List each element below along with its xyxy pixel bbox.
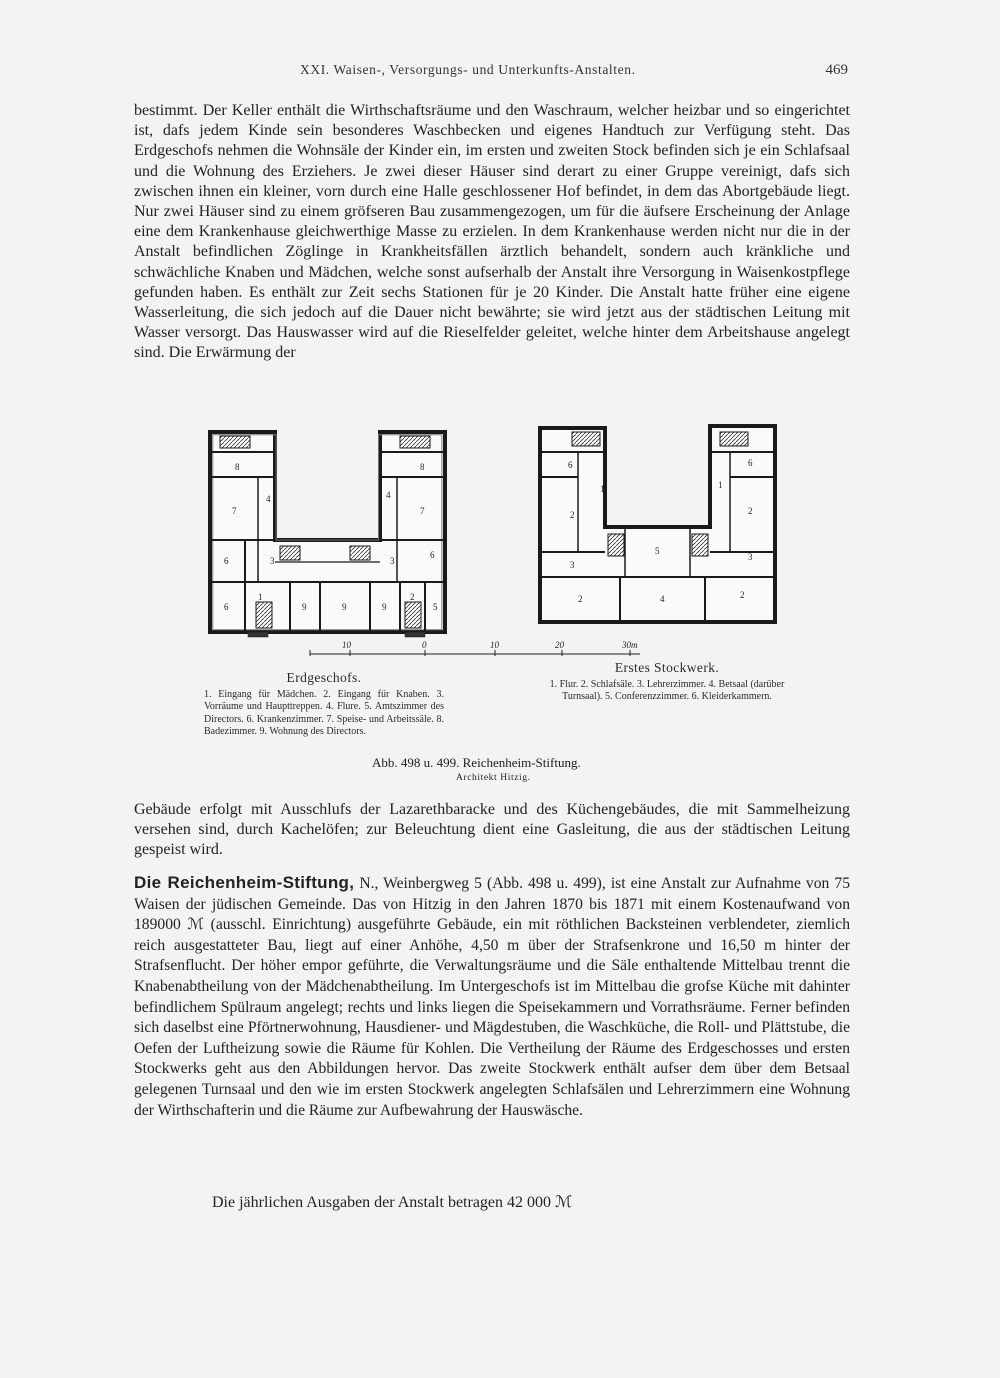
room-number: 6 — [430, 550, 435, 560]
room-number: 3 — [270, 556, 275, 566]
scale-label: 0 — [422, 640, 427, 650]
figure-architect: Architekt Hitzig. — [456, 773, 531, 783]
room-number: 2 — [570, 510, 575, 520]
room-number: 4 — [266, 494, 271, 504]
ground-floor-plan — [210, 432, 445, 637]
room-number: 5 — [655, 546, 660, 556]
scale-label: 10 — [342, 640, 351, 650]
room-number: 6 — [748, 458, 753, 468]
room-number: 1 — [258, 592, 263, 602]
room-number: 6 — [568, 460, 573, 470]
room-number: 6 — [224, 602, 229, 612]
room-number: 9 — [342, 602, 347, 612]
page-number: 469 — [825, 62, 848, 78]
room-number: 2 — [578, 594, 583, 604]
room-number: 9 — [382, 602, 387, 612]
paragraph-4: Die jährlichen Ausgaben der Anstalt betragen 42 000 ℳ — [212, 1194, 573, 1211]
scale-label: 30m — [622, 640, 638, 650]
room-number: 6 — [224, 556, 229, 566]
room-number: 2 — [740, 590, 745, 600]
room-number: 7 — [420, 506, 425, 516]
ground-floor-caption — [204, 672, 444, 739]
scale-label: 20 — [555, 640, 564, 650]
figure-caption-text: Abb. 498 u. 499. Reichenheim-Stiftung. — [372, 755, 581, 770]
first-floor-caption — [544, 662, 790, 704]
floor-plan-figure — [200, 422, 800, 662]
room-number: 1 — [718, 480, 723, 490]
running-title: XXI. Waisen-, Versorgungs- und Unterkunfts-Anstalten. — [300, 62, 636, 77]
room-number: 2 — [748, 506, 753, 516]
first-floor-legend: 1. Flur. 2. Schlafsäle. 3. Lehrerzimmer. 4. Betsaal (darüber Turnsaal). 5. Conferenzzimmer. 6. Kleiderkammern. — [549, 678, 785, 702]
section-heading: Die Reichenheim-Stiftung, — [134, 873, 355, 892]
ground-floor-legend: 1. Eingang für Mädchen. 2. Eingang für Knaben. 3. Vorräume und Haupttreppen. 4. Flure. 5. Amtszimmer des Directors. 6. Krankenzimmer. 7. Speise- und Arbeitssäle. 8. Badezimmer. 9. Wohnung des Directors. — [204, 688, 444, 737]
ground-floor-title: Erdgeschofs. — [286, 670, 362, 685]
room-number: 7 — [232, 506, 237, 516]
paragraph-1: bestimmt. Der Keller enthält die Wirthschaftsräume und den Waschraum, welcher heizbar und so eingerichtet ist, dafs jedem Kinde sein besonderes Waschbecken und eigenes Handtuch zur Verfügung steht. Das Erdgeschofs nehmen die Wohnsäle der Kinder ein, im ersten und zweiten Stock befinden sich je ein Schlafsaal und die Wohnung des Erziehers. Je zwei dieser Häuser sind derart zu einer Gruppe vereinigt, dafs sich zwischen ihnen ein kleiner, vorn durch eine Halle geschlossener Hof befindet, in dem das Abortgebäude liegt. Nur zwei Häuser sind zu einem gröfseren Bau zusammengezogen, um für die äufsere Erscheinung der Anlage eine dem Krankenhause gleichwerthige Masse zu erzielen. In dem Krankenhause werden nicht nur die in der Anstalt befindlichen Zöglinge in Krankheitsfällen ärztlich behandelt, sondern auch kränkliche und schwächliche Knaben und Mädchen, welche sonst aufserhalb der Anstalt ihre Versorgung in Waisenkostpflege gefunden haben. Es enthält zur Zeit sechs Stationen für je 20 Kinder. Die Anstalt hatte früher eine eigene Wasserleitung, die sich jedoch auf die Dauer nicht bewährte; sie wird jetzt aus der städtischen Leitung mit Wasser versorgt. Das Hauswasser wird auf die Rieselfelder geleitet, welche hinter dem Arbeitshause angelegt sind. Die Erwärmung der — [134, 102, 850, 362]
paragraph-2: Gebäude erfolgt mit Ausschlufs der Lazarethbaracke und des Küchengebäudes, die mit Sammelheizung versehen sind, durch Kachelöfen; zur Beleuchtung dient eine Gasleitung, die aus der städtischen Leitung gespeist wird. — [134, 801, 850, 859]
room-number: 9 — [302, 602, 307, 612]
room-number: 4 — [660, 594, 665, 604]
scale-bar — [300, 634, 660, 662]
room-number: 1 — [600, 484, 605, 494]
room-number: 8 — [235, 462, 240, 472]
page-header — [0, 62, 1000, 86]
room-number: 4 — [386, 490, 391, 500]
figure-caption — [300, 755, 700, 783]
room-number: 3 — [748, 552, 753, 562]
room-number: 8 — [420, 462, 425, 472]
scale-label: 10 — [490, 640, 499, 650]
room-number: 2 — [410, 592, 415, 602]
paragraph-3 — [134, 873, 850, 1121]
paragraph-3-text: N., Weinbergweg 5 (Abb. 498 u. 499), ist eine Anstalt zur Aufnahme von 75 Waisen der jüdischen Gemeinde. Das von Hitzig in den Jahren 1870 bis 1871 mit einem Kostenaufwand von 189000 ℳ (ausschl. Einrichtung) ausgeführte Gebäude, ein mit röthlichen Backsteinen verblendeter, ziemlich reich ausgestatteter Bau, liegt auf einer Anhöhe, 4,50 m über der Strafsenkrone und 16,50 m hinter der Strafsenflucht. Der höher empor geführte, die Verwaltungsräume und die Säle enthaltende Mittelbau trennt die Knabenabtheilung von der Mädchenabtheilung. Im Untergeschofs ist im Mittelbau die grofse Küche mit dahinter befindlichem Spülraum angelegt; rechts und links liegen die Speisekammern und Vorrathsräume. Ferner befinden sich daselbst eine Pförtnerwohnung, Hausdiener- und Mägdestuben, die Waschküche, die Roll- und Plättstube, die Oefen der Luftheizung sowie die Räume für Kohlen. Die Vertheilung der Räume des Erdgeschosses und ersten Stockwerks geht aus den Abbildungen hervor. Das zweite Stockwerk enthält aufser dem über dem Betsaal gelegenen Turnsaal und den wie im ersten Stockwerk angelegten Schlafsälen und Lehrerzimmern eine Wohnung der Wirthschafterin und die Räume zur Aufbewahrung der Hauswäsche. — [134, 875, 850, 1119]
first-floor-title: Erstes Stockwerk. — [614, 660, 720, 675]
room-number: 3 — [390, 556, 395, 566]
room-number: 3 — [570, 560, 575, 570]
room-number: 5 — [433, 602, 438, 612]
